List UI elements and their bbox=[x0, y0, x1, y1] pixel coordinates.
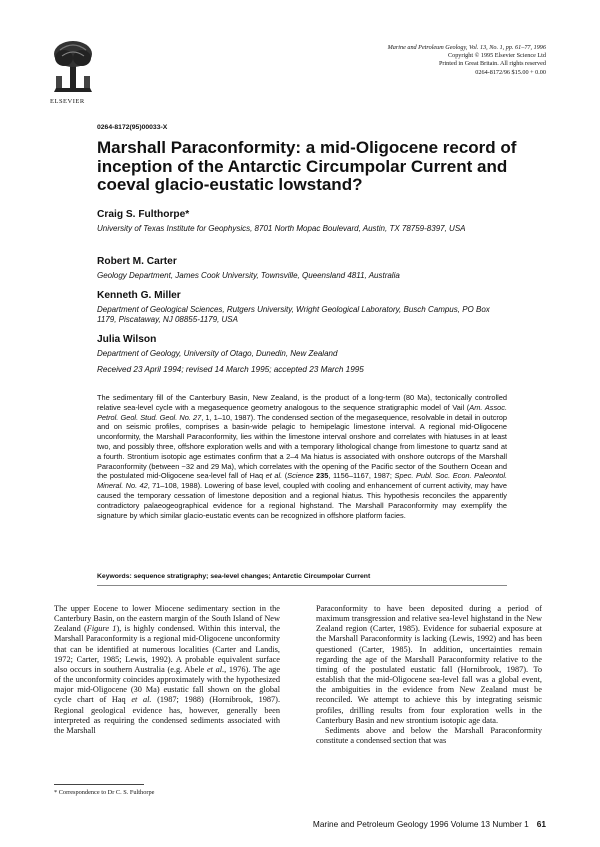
paper-title: Marshall Paraconformity: a mid-Oligocene record of inception of the Antarctic Circumpolar Current and coeval glacio-eustatic lowstand? bbox=[97, 138, 517, 194]
keywords: Keywords: sequence stratigraphy; sea-level changes; Antarctic Circumpolar Current bbox=[97, 573, 371, 580]
page-number: 61 bbox=[536, 819, 546, 829]
author-name: Kenneth G. Miller bbox=[97, 290, 181, 301]
footnote: * Correspondence to Dr C. S. Fulthorpe bbox=[54, 789, 155, 796]
abstract-text: , 71–108, 1988). Lowering of base level, coupled with cooling and enhancement of current activity, may have caused the temporary cessation of limestone deposition and a regional hiatus. This hypothesis reconciles the apparently contradictory palaeogeographical evidence for a regional highstand. The Marshall Paraconformity may exemplify the signature by which similar glacio-eustatic events can be recognized in offshore platform facies. bbox=[97, 481, 507, 520]
author-block bbox=[97, 209, 507, 234]
journal-citation: Marine and Petroleum Geology, Vol. 13, No. 1, pp. 61–77, 1996 bbox=[387, 44, 546, 51]
divider bbox=[97, 585, 507, 586]
body-paragraph: Sediments above and below the Marshall Paraconformity constitute a condensed section that was bbox=[316, 725, 542, 746]
author-name: Craig S. Fulthorpe* bbox=[97, 209, 190, 220]
tree-emblem-icon bbox=[50, 38, 96, 94]
body-text: (1987; 1988) (Hornibrook, 1987). Regional geological evidence has, however, generally been interpreted as requiring the condensed sediments associated with the Marshall bbox=[54, 695, 281, 735]
publisher-name: ELSEVIER bbox=[50, 98, 85, 105]
body-text: The upper Eocene to lower Miocene sedimentary section in the Canterbury Basin, on the eastern margin of the South Island of New Zealand ( bbox=[54, 604, 280, 634]
printed-line: Printed in Great Britain. All rights reserved bbox=[438, 60, 546, 68]
author-block bbox=[97, 290, 507, 325]
footer-journal: Marine and Petroleum Geology 1996 Volume 13 Number 1 bbox=[312, 819, 529, 829]
abstract-text: , 1156–1167, 1987; bbox=[328, 471, 395, 481]
abstract-reference: Am. Assoc. Petrol. Geol. Stud. Geol. No. 27 bbox=[97, 402, 507, 422]
author-affiliation: Department of Geology, University of Otago, Dunedin, New Zealand bbox=[97, 349, 338, 358]
abstract-text: ( bbox=[282, 471, 288, 481]
body-text: ), is highly condensed. Within this interval, the Marshall Paraconformity is a regional mid-Oligocene unconformity that can be identified at numerous localities (Carter and Landis, 1972; Carter, 1985; Lewis, 1992). A probable equivalent surface also occurs in southern Australia (e.g. Abele bbox=[54, 624, 281, 674]
author-block bbox=[97, 256, 507, 281]
journal-info bbox=[316, 44, 546, 77]
body-column-right bbox=[316, 604, 542, 746]
author-block bbox=[97, 334, 507, 359]
author-affiliation: Geology Department, James Cook University, Townsville, Queensland 4811, Australia bbox=[97, 271, 400, 280]
abstract-text: , 1, 1–10, 1987). The condensed section of the megasequence, resolvable in detail in outcrop and on seismic profiles, comprises a basin-wide pelagic to hemipelagic limestone interval. A regional mid-Oligocene unconformity, the Marshall Paraconformity, lies within the limestone interval onshore and correlates with hiatuses in at least two, and possibly three, offshore exploration wells and with a temporary lithological change from limestone to quartz sand at a fourth. Strontium isotopic age estimates confirm that a 2–4 Ma hiatus is associated with onshore outcrops of the Marshall Paraconformity (between ~32 and 29 Ma), which correlates with the opening of the Pacific sector of the Southern Ocean and the postulated mid-Oligocene sea-level fall of Haq bbox=[97, 412, 508, 481]
body-paragraph: Paraconformity to have been deposited during a period of maximum transgression and relative sea-level highstand in the New Zealand region (Carter, 1985). Evidence for subaerial exposure at the Marshall Paraconformity is lacking (Lewis, 1992) and has been questioned (Carter, 1985). In addition, uncertainties remain regarding the age of the Marshall Paraconformity relative to the timing of the postulated eustatic fall (Hornibrook, 1987). To establish that the mid-Oligocene sea-level fall was a global event, the ambiguities in the evidence from New Zealand must be reconciled. We attempt to achieve this by integrating seismic profiles, drilling results from four exploration wells in the Canterbury Basin and new strontium isotopic age data. bbox=[316, 604, 542, 725]
author-name: Julia Wilson bbox=[97, 334, 157, 345]
body-column-left bbox=[54, 604, 280, 736]
issn-line: 0264-8172/96 $15.00 + 0.00 bbox=[475, 68, 546, 76]
body-etal: et al. bbox=[206, 664, 225, 674]
body-etal: et al. bbox=[131, 695, 152, 705]
author-affiliation: University of Texas Institute for Geophysics, 8701 North Mopac Boulevard, Austin, TX 78759-8397, USA bbox=[97, 224, 466, 233]
page-footer bbox=[313, 819, 546, 829]
abstract-volume: 235 bbox=[316, 471, 329, 481]
footnote-divider bbox=[54, 784, 144, 785]
elsevier-logo bbox=[50, 38, 96, 94]
abstract-text: The sedimentary fill of the Canterbury Basin, New Zealand, is the product of a long-term (80 Ma), tectonically controlled relative sea-level cycle with a megasequence geometry analogous to the sequence stratigraphic model of Vail ( bbox=[97, 393, 507, 412]
received-dates: Received 23 April 1994; revised 14 March 1995; accepted 23 March 1995 bbox=[97, 365, 364, 374]
figure-reference: Figure 1 bbox=[86, 624, 117, 634]
body-paragraph bbox=[54, 604, 280, 736]
abstract bbox=[97, 393, 507, 520]
copyright-line: Copyright © 1995 Elsevier Science Ltd bbox=[447, 52, 546, 60]
author-affiliation: Department of Geological Sciences, Rutgers University, Wright Geological Laboratory, Busch Campus, PO Box 1179, Piscataway, NJ 08855-1179, USA bbox=[97, 305, 490, 324]
body-text: , 1976). The age of the unconformity coincides approximately with the hypothesized major mid-Oligocene (30 Ma) eustatic fall shown on the global cycle chart of Haq bbox=[54, 664, 280, 705]
author-name: Robert M. Carter bbox=[97, 256, 177, 267]
document-code: 0264-8172(95)00033-X bbox=[97, 124, 168, 131]
abstract-reference: Science bbox=[287, 471, 314, 481]
abstract-etal: et al. bbox=[265, 471, 283, 481]
abstract-reference: Spec. Publ. Soc. Econ. Paleontol. Mineral. No. 42 bbox=[97, 471, 508, 491]
